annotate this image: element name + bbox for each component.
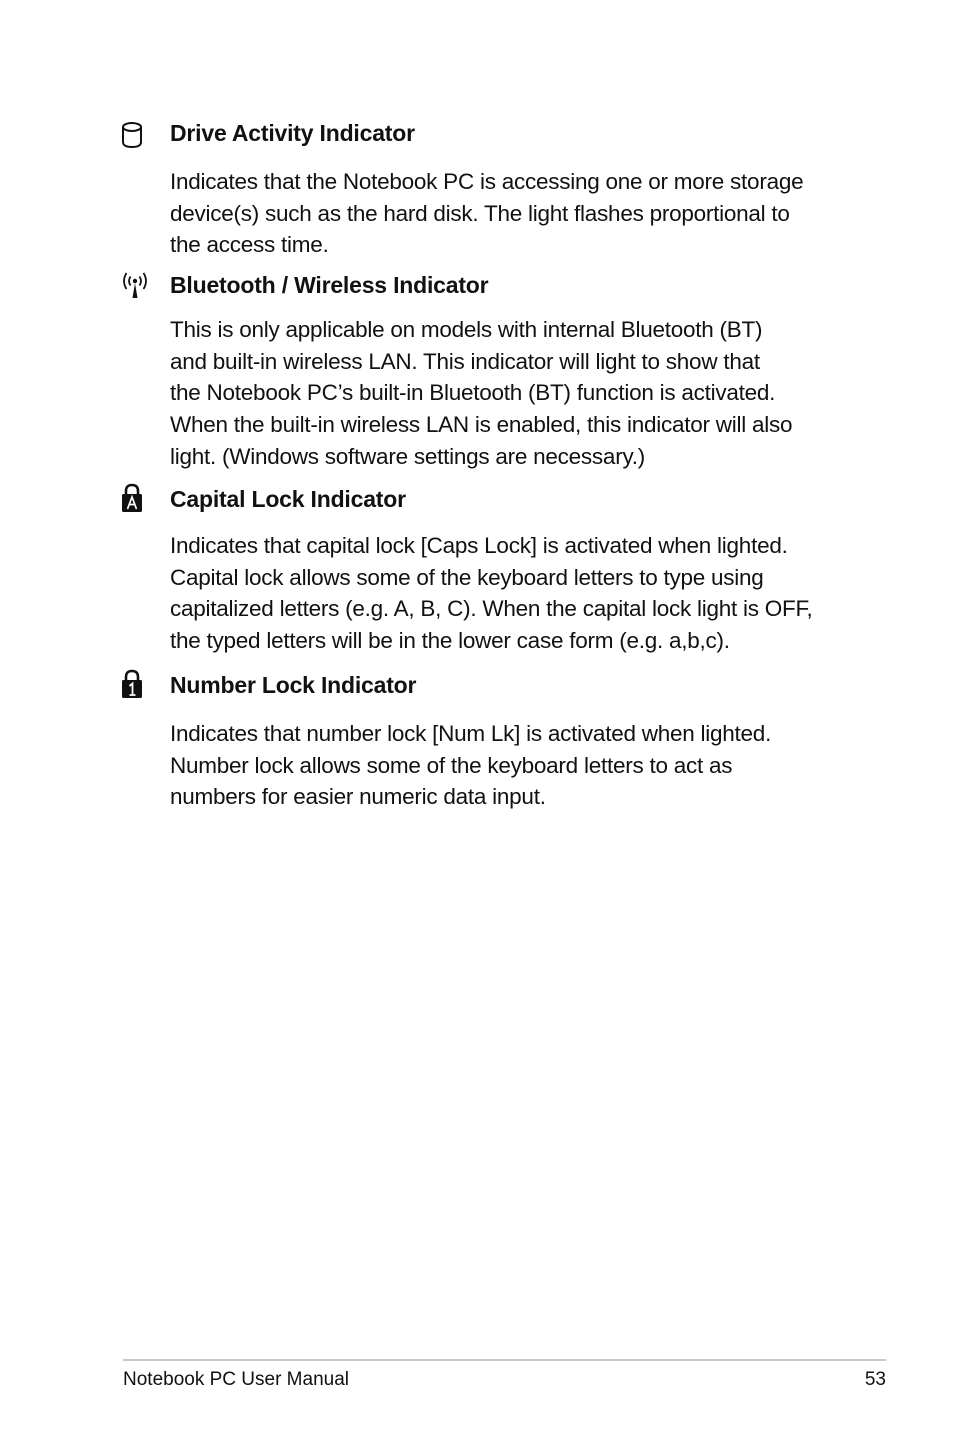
body-line: Capital lock allows some of the keyboard letters to type using [170, 564, 764, 590]
drive-icon [120, 121, 148, 149]
body-line: light. (Windows software settings are necessary.) [170, 443, 646, 469]
footer-divider [123, 1359, 886, 1361]
body-line: the Notebook PC’s built-in Bluetooth (BT) function is activated. [170, 380, 776, 406]
body-line: Indicates that capital lock [Caps Lock] is activated when lighted. [170, 533, 788, 558]
section-title: Capital Lock Indicator [170, 486, 406, 512]
body-line: numbers for easier numeric data input. [170, 784, 546, 810]
section-title: Drive Activity Indicator [170, 120, 415, 146]
body-line: Indicates that the Notebook PC is accessing one or more storage [170, 169, 804, 194]
footer-manual-title: Notebook PC User Manual [123, 1369, 349, 1390]
body-line: Number lock allows some of the keyboard letters to act as [170, 752, 733, 778]
section-body [170, 166, 850, 261]
body-line: and built-in wireless LAN. This indicator will light to show that [170, 348, 760, 374]
section-title: Bluetooth / Wireless Indicator [170, 272, 489, 298]
page-number: 53 [864, 1369, 886, 1390]
body-line: When the built-in wireless LAN is enabled, this indicator will also [170, 412, 793, 438]
section-body [170, 530, 850, 657]
body-line: device(s) such as the hard disk. The light flashes proportional to [170, 200, 790, 226]
section-title: Number Lock Indicator [170, 672, 417, 698]
section-body [170, 314, 850, 473]
body-line: the typed letters will be in the lower case form (e.g. a,b,c). [170, 628, 730, 654]
body-line: capitalized letters (e.g. A, B, C). When the capital lock light is OFF, [170, 596, 813, 622]
number-lock-icon [120, 669, 148, 697]
section-body [170, 718, 850, 813]
capital-lock-icon [120, 483, 148, 511]
wireless-icon [120, 270, 148, 298]
body-line: This is only applicable on models with internal Bluetooth (BT) [170, 317, 763, 342]
body-line: Indicates that number lock [Num Lk] is activated when lighted. [170, 721, 772, 746]
body-line: the access time. [170, 232, 329, 258]
